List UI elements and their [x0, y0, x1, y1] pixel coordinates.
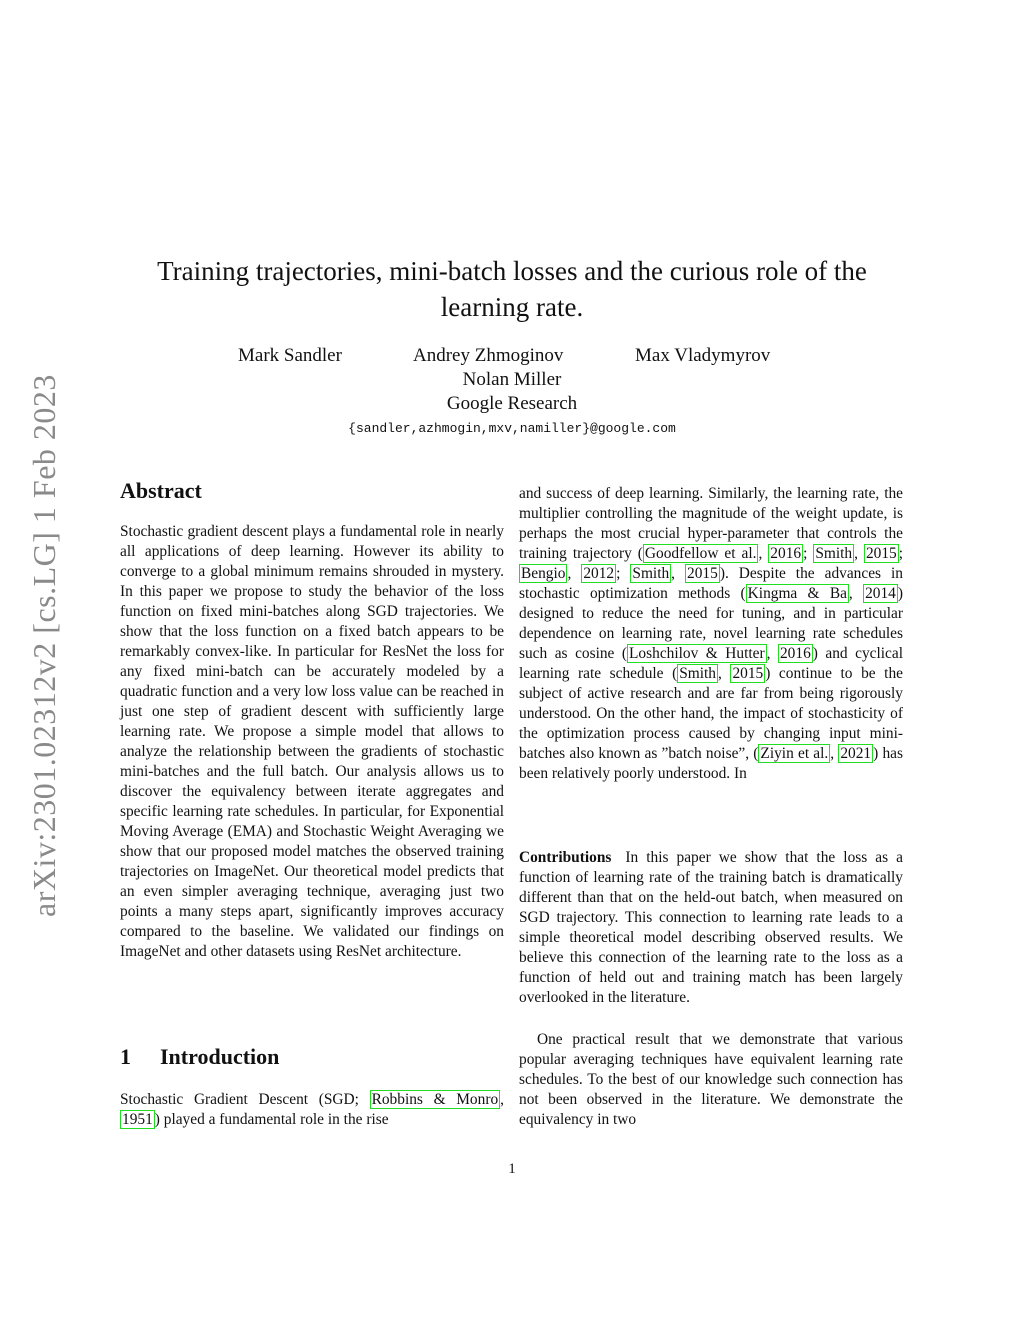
citation-link[interactable]: 2016	[770, 545, 802, 562]
right-column-paragraph-3: One practical result that we demonstrate that various popular averaging techniques have equivalent learning rate schedules. To the best of our knowledge such connection has not been observed in the literature. We demonstrate the equivalency in two	[519, 1031, 903, 1128]
right-column-paragraph-1: and success of deep learning. Similarly, the learning rate, the multiplier controlling the magnitude of the weight update, is perhaps the most crucial hyper-parameter that controls the training trajectory ( Goodfellow et al. , 2016 ; Smith , 2015 ; Bengio , 2012 ; Smith , 2015 ). Despite the advances in stochastic optimization methods ( Kingma & Ba , 2014 ) designed to reduce the need for tuning, and in particular dependence on learning rate, novel learning rate schedules such as cosine ( Loshchilov & Hutter , 2016 ) and cyclical learning rate schedule ( Smith , 2015 ) continue to be the subject of active research and are far from being rigorously understood. On the other hand, the impact of stochasticity of the optimization process caused by changing input mini-batches also known as ”batch noise”, ( Ziyin et al. , 2021 ) has been relatively poorly understood. In	[519, 485, 904, 782]
citation-link[interactable]: 2015	[732, 665, 764, 682]
citation-link[interactable]: Ziyin et al.	[760, 745, 829, 762]
citation-link[interactable]: 2015	[687, 565, 718, 582]
arxiv-identifier: arXiv:2301.02312v2 [cs.LG] 1 Feb 2023	[25, 374, 62, 917]
citation-link[interactable]: Kingma & Ba	[747, 585, 847, 602]
citation-link[interactable]: 2015	[865, 545, 897, 562]
citation-link[interactable]: 2014	[865, 585, 896, 602]
citation-link[interactable]: 2012	[583, 565, 615, 582]
abstract-heading: Abstract	[120, 478, 202, 503]
citation-link[interactable]: Smith	[815, 545, 853, 562]
author-name: Max Vladymyrov	[635, 345, 771, 366]
page-number: 1	[508, 1161, 516, 1177]
contributions-heading: Contributions	[519, 849, 612, 866]
arxiv-watermark	[22, 363, 66, 928]
contributions-paragraph: Contributions In this paper we show that the loss as a function of learning rate of the training batch is dramatically different than that on the held-out batch, when measured on SGD trajectory. This connection to learning rate leads to a simple theoretical model describing observed results. We believe this connection of the learning rate to the loss as a function of held out and training match has been largely overlooked in the literature.	[519, 849, 903, 1006]
citation-link[interactable]: Robbins & Monro	[371, 1091, 499, 1108]
citation-link[interactable]: Smith	[679, 665, 716, 682]
intro-paragraph: Stochastic Gradient Descent (SGD; Robbins & Monro , 1951 ) played a fundamental role in the rise	[120, 1091, 504, 1128]
citation-link[interactable]: Loshchilov & Hutter	[629, 645, 765, 662]
affiliation: Google Research	[446, 393, 578, 414]
section-number: 1	[120, 1044, 131, 1069]
citation-link[interactable]: 1951	[122, 1111, 153, 1128]
paper-title	[110, 253, 914, 325]
author-name: Andrey Zhmoginov	[413, 345, 564, 366]
author-name: Nolan Miller	[462, 369, 562, 390]
citation-link[interactable]: Smith	[632, 565, 670, 582]
citation-link[interactable]: Goodfellow et al.	[644, 545, 757, 562]
title-line-1: Training trajectories, mini-batch losses and the curious role of the	[157, 256, 867, 286]
citation-link[interactable]: 2021	[840, 745, 872, 762]
abstract-text	[120, 522, 504, 962]
introduction-heading	[120, 1044, 279, 1070]
title-line-2: learning rate.	[440, 292, 584, 322]
author-name: Mark Sandler	[238, 345, 342, 366]
section-title: Introduction	[160, 1044, 280, 1069]
author-email: {sandler,azhmogin,mxv,namiller}@google.com	[348, 421, 676, 436]
abstract-paragraph: Stochastic gradient descent plays a fundamental role in nearly all applications of deep learning. However its ability to converge to a global minimum remains shrouded in mystery. In this paper we propose to study the behavior of the loss function on fixed mini-batches along SGD trajectories. We show that the loss function on a fixed batch appears to be remarkably convex-like. In particular for ResNet the loss for any fixed mini-batch can be accurately modeled by a quadratic function and a very low loss value can be reached in just one step of gradient descent with sufficiently large learning rate. We propose a simple model that allows to analyze the relationship between the gradients of stochastic mini-batches and the full batch. Our analysis allows us to discover the equivalency between iterate aggregates and specific learning rate schedules. In particular, for Exponential Moving Average (EMA) and Stochastic Weight Averaging we show that our proposed model matches the observed training trajectories on ImageNet. Our theoretical model predicts that an even simpler averaging technique, averaging just two points a many steps apart, significantly improves accuracy compared to the baseline. We validated our findings on ImageNet and other datasets using ResNet architecture.	[120, 523, 504, 960]
citation-link[interactable]: 2016	[779, 645, 811, 662]
introduction-text	[120, 1090, 504, 1130]
citation-link[interactable]: Bengio	[521, 565, 566, 582]
